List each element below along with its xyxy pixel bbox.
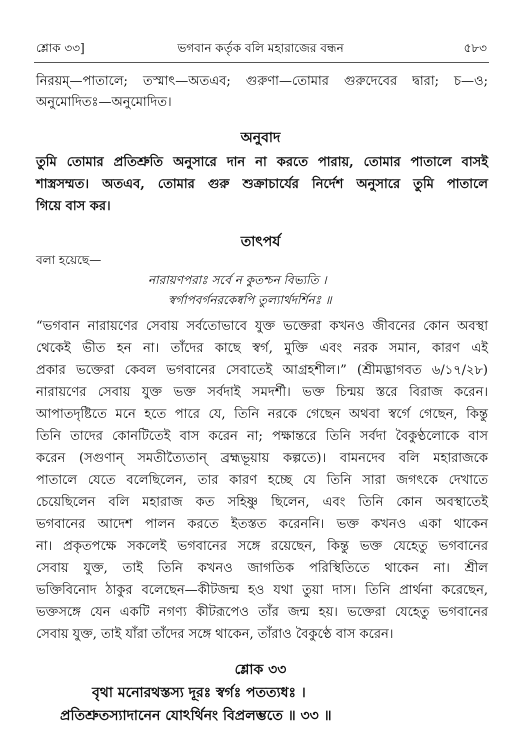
purport-line: প্রকার ভক্তেরা কেবল ভগবানের সেবাতেই আগ্রহশীল।” (শ্রীমদ্ভাগবত ৬/১৭/২৮) [36,363,488,378]
purport-line: আপাতদৃষ্টিতে মনে হতে পারে যে, তিনি নরকে গেছেন অথবা স্বর্গে গেছেন, কিন্তু [36,407,488,422]
purport-line: চেয়েছিলেন বলি মহারাজ কত সহিষ্ণু ছিলেন, এবং তিনি কোন অবস্থাতেই [36,495,488,510]
next-verse-line: প্রতিশ্রুতস্যাদানেন যোঽর্থিনং বিপ্রলম্ভতে ॥ ৩৩ ॥ [60,708,332,724]
purport-line: ভগবানের আদেশ পালন করতে ইতস্তত করেননি। ভক্ত কখনও একা থাকেন [36,517,488,532]
purport-heading: তাৎপর্য [240,234,281,250]
next-verse-line: বৃথা মনোরথস্তস্য দূরঃ স্বর্গঃ পতত্যধঃ । [92,685,306,701]
translation-line: তুমি তোমার প্রতিশ্রুতি অনুসারে দান না করতে পারায়, তোমার পাতালে বাসই [36,155,488,170]
purport-line: সেবায় যুক্ত, তাই যাঁরা তাঁদের সঙ্গে থাকেন, তাঁরাও বৈকুণ্ঠে বাস করেন। [36,627,394,642]
quote-verse-line: নারায়ণপরাঃ সর্বে ন কুতশ্চন বিভ্যতি । [148,273,327,287]
next-verse-heading: শ্লোক ৩৩ [234,662,287,678]
purport-line: “ভগবান নারায়ণের সেবায় সর্বতোভাবে যুক্ত ভক্তেরা কখনও জীবনের কোন অবস্থা [36,319,488,334]
purport-line: করেন (সগুণান্ সমতীত্যৈতান্ ব্রহ্মভূয়ায় কল্পতে)। বামনদেব বলি মহারাজকে [36,451,488,466]
purport-line: নারায়ণের সেবায় যুক্ত ভক্ত সর্বদাই সমদর্শী। ভক্ত চিন্ময় স্তরে বিরাজ করেন। [36,385,488,400]
purport-line: ভক্তিবিনোদ ঠাকুর বলেছেন—কীটজন্ম হও যথা তুয়া দাস। তিনি প্রার্থনা করেছেন, [36,583,488,598]
header-title: ভগবান কর্তৃক বলি মহারাজের বন্ধন [177,41,344,55]
purport-intro: বলা হয়েছে— [36,253,102,267]
purport-line: থেকেই ভীত হন না। তাঁদের কাছে স্বর্গ, মুক্তি এবং নরক সমান, কারণ এই [36,341,488,356]
purport-line: পাতালে যেতে বলেছিলেন, তার কারণ হচ্ছে যে তিনি সারা জগৎকে দেখাতে [36,473,488,488]
purport-line: না। প্রকৃতপক্ষে সকলেই ভগবানের সঙ্গে রয়েছেন, কিন্তু ভক্ত যেহেতু ভগবানের [36,539,488,554]
translation-line: গিয়ে বাস কর। [36,199,111,214]
purport-line: সেবায় যুক্ত, তাই তিনি কখনও জাগতিক পরিস্থিতিতে থাকেন না। শ্রীল [36,561,488,576]
header-page-number: ৫৮৩ [463,41,487,55]
word-meaning-line: নিরয়ম্—পাতালে; তস্মাৎ—অতএব; গুরুণা—তোমার গুরুদেবের দ্বারা; চ—ও; [36,74,488,89]
purport-line: ভক্তসঙ্গে যেন একটি নগণ্য কীটরূপেও তাঁর জন্ম হয়। ভক্তেরা যেহেতু ভগবানের [36,605,488,620]
header-verse-ref: শ্লোক ৩৩] [36,41,85,55]
quote-verse-line: স্বর্গাপবর্গনরকেষ্বপি তুল্যার্থদর্শিনঃ ॥ [168,293,332,307]
header-rule [34,62,489,63]
word-meaning-line: অনুমোদিতঃ—অনুমোদিত। [36,95,172,110]
purport-line: তিনি তাদের কোনটিতেই বাস করেন না; পক্ষান্তরে তিনি সর্বদা বৈকুণ্ঠলোকে বাস [36,429,488,444]
translation-line: শাস্ত্রসম্মত। অতএব, তোমার গুরু শুক্রাচার্যের নির্দেশ অনুসারে তুমি পাতালে [36,177,488,192]
translation-heading: অনুবাদ [240,130,281,146]
